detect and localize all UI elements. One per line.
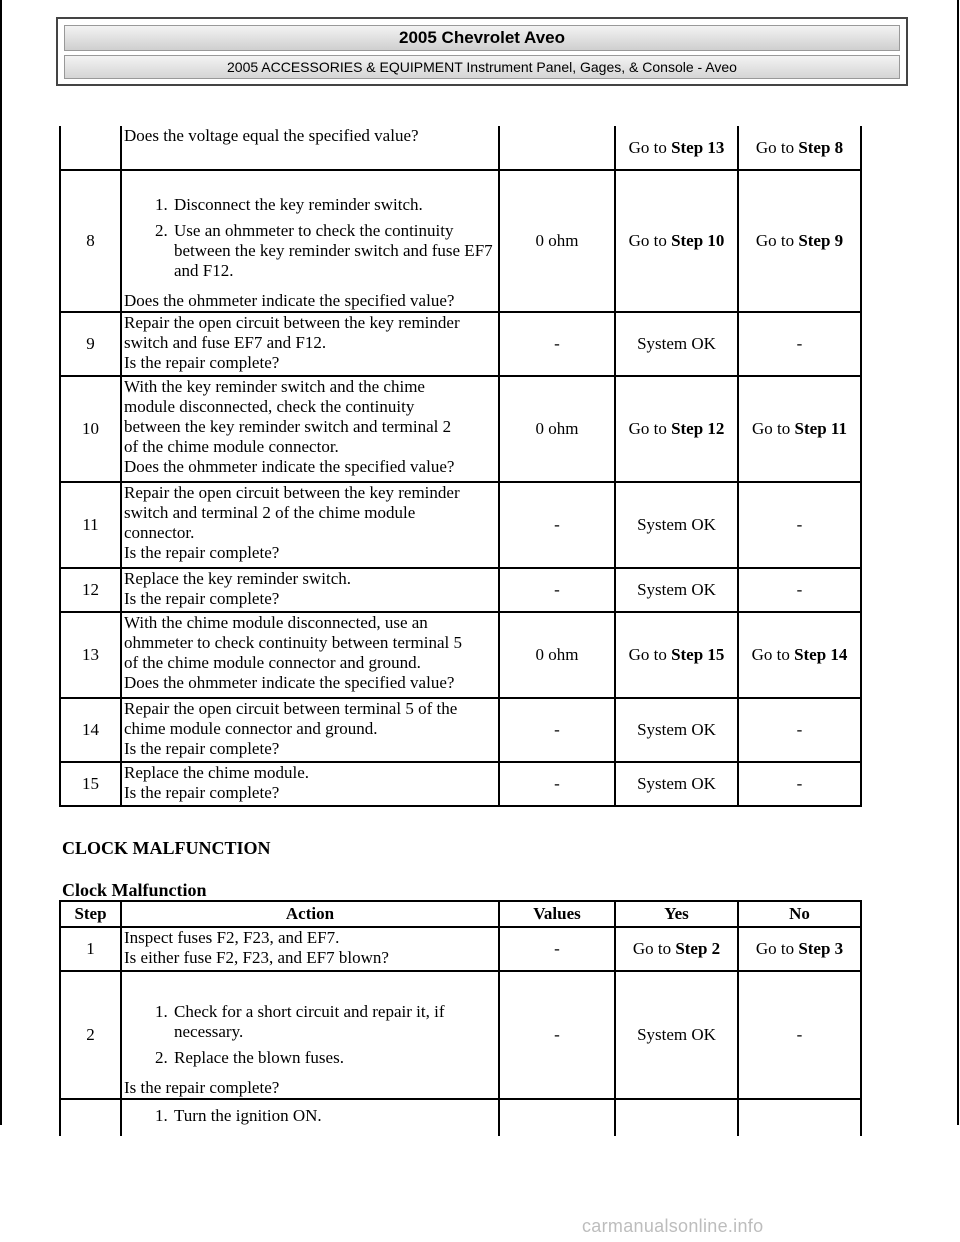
yes-cell bbox=[615, 568, 738, 612]
yes-text: System OK bbox=[637, 580, 716, 599]
action-line: Does the ohmmeter indicate the specified value? bbox=[124, 291, 455, 310]
value-cell: - bbox=[499, 568, 615, 612]
header-yes: Yes bbox=[615, 901, 738, 927]
action-line: Is either fuse F2, F23, and EF7 blown? bbox=[124, 948, 389, 967]
action-line: Replace the key reminder switch. bbox=[124, 569, 352, 588]
action-steps-list bbox=[124, 1002, 496, 1068]
no-prefix: Go to bbox=[755, 231, 799, 250]
table-row bbox=[60, 612, 861, 698]
step-number bbox=[60, 126, 121, 170]
table-row bbox=[60, 1099, 861, 1136]
header-no: No bbox=[738, 901, 861, 927]
action-step-item: 1. Disconnect the key reminder switch. bbox=[172, 195, 496, 215]
yes-prefix: Go to bbox=[628, 645, 672, 664]
action-line: module disconnected, check the continuity bbox=[124, 397, 415, 416]
step-number: 8 bbox=[60, 170, 121, 312]
yes-cell bbox=[615, 762, 738, 806]
step-number: 11 bbox=[60, 482, 121, 568]
step-number: 2 bbox=[60, 971, 121, 1099]
table-row bbox=[60, 698, 861, 762]
header-step: Step bbox=[60, 901, 121, 927]
no-cell bbox=[738, 762, 861, 806]
action-cell bbox=[121, 927, 499, 971]
action-line: With the chime module disconnected, use an bbox=[124, 613, 428, 632]
value-cell bbox=[499, 126, 615, 170]
yes-cell bbox=[615, 376, 738, 482]
step-number: 15 bbox=[60, 762, 121, 806]
yes-step-link: Step 2 bbox=[675, 939, 721, 958]
action-line: Repair the open circuit between the key reminder bbox=[124, 483, 460, 502]
yes-cell bbox=[615, 312, 738, 376]
action-line: of the chime module connector and ground. bbox=[124, 653, 421, 672]
no-cell bbox=[738, 482, 861, 568]
action-line: ohmmeter to check continuity between terminal 5 bbox=[124, 633, 462, 652]
action-line: Replace the chime module. bbox=[124, 763, 310, 782]
action-line: Is the repair complete? bbox=[124, 1078, 280, 1097]
action-line: switch and fuse EF7 and F12. bbox=[124, 333, 327, 352]
no-step-link: Step 9 bbox=[798, 231, 844, 250]
action-cell bbox=[121, 568, 499, 612]
action-line: between the key reminder switch and terminal 2 bbox=[124, 417, 452, 436]
table-row bbox=[60, 482, 861, 568]
action-line: Does the ohmmeter indicate the specified value? bbox=[124, 673, 455, 692]
yes-step-link: Step 13 bbox=[671, 137, 725, 157]
table-row bbox=[60, 762, 861, 806]
step-number: 10 bbox=[60, 376, 121, 482]
value-cell: - bbox=[499, 482, 615, 568]
watermark: carmanualsonline.info bbox=[582, 1216, 764, 1236]
action-step-item: 1. Turn the ignition ON. bbox=[172, 1106, 496, 1126]
action-line: Repair the open circuit between the key reminder bbox=[124, 313, 460, 332]
yes-text: System OK bbox=[637, 515, 716, 534]
no-text: - bbox=[796, 515, 803, 534]
header-action: Action bbox=[121, 901, 499, 927]
yes-cell bbox=[615, 927, 738, 971]
table-row bbox=[60, 126, 861, 170]
action-cell bbox=[121, 1099, 499, 1136]
action-line: With the key reminder switch and the chime bbox=[124, 377, 425, 396]
yes-prefix: Go to bbox=[632, 939, 676, 958]
yes-prefix: Go to bbox=[628, 231, 672, 250]
yes-step-link: Step 10 bbox=[671, 231, 725, 250]
value-cell bbox=[499, 1099, 615, 1136]
action-cell bbox=[121, 312, 499, 376]
action-cell bbox=[121, 612, 499, 698]
no-text: - bbox=[796, 774, 803, 793]
yes-prefix: Go to bbox=[628, 419, 672, 438]
yes-cell bbox=[615, 170, 738, 312]
action-cell bbox=[121, 482, 499, 568]
value-cell: - bbox=[499, 762, 615, 806]
diagnostic-table-body bbox=[60, 126, 861, 806]
page-right-rule bbox=[957, 0, 959, 1125]
step-number: 14 bbox=[60, 698, 121, 762]
value-cell: - bbox=[499, 698, 615, 762]
action-step-item: 2. Use an ohmmeter to check the continuity between the key reminder switch and fuse EF7 and F12. bbox=[172, 221, 496, 281]
action-line: Is the repair complete? bbox=[124, 353, 280, 372]
action-steps-list bbox=[124, 1106, 496, 1126]
table-caption: Clock Malfunction bbox=[62, 880, 207, 900]
value-cell: 0 ohm bbox=[499, 376, 615, 482]
action-line: of the chime module connector. bbox=[124, 437, 339, 456]
action-line: chime module connector and ground. bbox=[124, 719, 378, 738]
action-line: connector. bbox=[124, 523, 195, 542]
action-cell bbox=[121, 698, 499, 762]
no-cell bbox=[738, 927, 861, 971]
table-row bbox=[60, 170, 861, 312]
action-line: switch and terminal 2 of the chime module bbox=[124, 503, 416, 522]
yes-cell bbox=[615, 1099, 738, 1136]
no-step-link: Step 8 bbox=[798, 137, 844, 157]
action-line: Is the repair complete? bbox=[124, 589, 280, 608]
no-cell bbox=[738, 1099, 861, 1136]
table-row bbox=[60, 376, 861, 482]
document-title: 2005 Chevrolet Aveo bbox=[64, 25, 900, 51]
value-cell: - bbox=[499, 971, 615, 1099]
no-prefix: Go to bbox=[752, 419, 795, 438]
no-prefix: Go to bbox=[755, 137, 799, 157]
step-number: 13 bbox=[60, 612, 121, 698]
table-row bbox=[60, 971, 861, 1099]
step-number: 9 bbox=[60, 312, 121, 376]
no-step-link: Step 11 bbox=[794, 419, 847, 438]
no-text: - bbox=[796, 580, 803, 599]
yes-cell bbox=[615, 482, 738, 568]
no-cell bbox=[738, 170, 861, 312]
section-heading: CLOCK MALFUNCTION bbox=[62, 838, 271, 858]
no-prefix: Go to bbox=[755, 939, 799, 958]
action-line: Repair the open circuit between terminal 5 of the bbox=[124, 699, 458, 718]
yes-prefix: Go to bbox=[628, 137, 672, 157]
no-step-link: Step 14 bbox=[794, 645, 848, 664]
action-line: Is the repair complete? bbox=[124, 783, 280, 802]
yes-cell bbox=[615, 126, 738, 170]
yes-step-link: Step 15 bbox=[671, 645, 725, 664]
no-cell bbox=[738, 376, 861, 482]
step-number: 12 bbox=[60, 568, 121, 612]
action-line: Is the repair complete? bbox=[124, 739, 280, 758]
action-step-item: 1. Check for a short circuit and repair it, if necessary. bbox=[172, 1002, 496, 1042]
action-line: Inspect fuses F2, F23, and EF7. bbox=[124, 928, 340, 947]
no-cell bbox=[738, 971, 861, 1099]
no-cell bbox=[738, 312, 861, 376]
table-header-row bbox=[60, 901, 861, 927]
no-cell bbox=[738, 612, 861, 698]
value-cell: - bbox=[499, 312, 615, 376]
no-text: - bbox=[796, 334, 803, 353]
no-text: - bbox=[796, 1025, 803, 1044]
table-row bbox=[60, 312, 861, 376]
action-line: Does the ohmmeter indicate the specified value? bbox=[124, 457, 455, 476]
no-cell bbox=[738, 568, 861, 612]
action-steps-list bbox=[124, 195, 496, 281]
document-header bbox=[56, 17, 908, 86]
page-left-rule bbox=[0, 0, 2, 1125]
value-cell: - bbox=[499, 927, 615, 971]
table-row bbox=[60, 927, 861, 971]
value-cell: 0 ohm bbox=[499, 612, 615, 698]
action-line: Is the repair complete? bbox=[124, 543, 280, 562]
no-step-link: Step 3 bbox=[798, 939, 844, 958]
step-number bbox=[60, 1099, 121, 1136]
no-text: - bbox=[796, 720, 803, 739]
action-cell bbox=[121, 126, 499, 170]
no-cell bbox=[738, 126, 861, 170]
action-cell bbox=[121, 376, 499, 482]
yes-cell bbox=[615, 612, 738, 698]
no-prefix: Go to bbox=[751, 645, 795, 664]
action-cell bbox=[121, 971, 499, 1099]
no-cell bbox=[738, 698, 861, 762]
yes-text: System OK bbox=[637, 720, 716, 739]
action-step-item: 2. Replace the blown fuses. bbox=[172, 1048, 496, 1068]
yes-cell bbox=[615, 698, 738, 762]
clock-table-body bbox=[60, 927, 861, 1136]
yes-text: System OK bbox=[637, 774, 716, 793]
step-number: 1 bbox=[60, 927, 121, 971]
yes-step-link: Step 12 bbox=[671, 419, 725, 438]
document-subtitle: 2005 ACCESSORIES & EQUIPMENT Instrument Panel, Gages, & Console - Aveo bbox=[64, 55, 900, 79]
value-cell: 0 ohm bbox=[499, 170, 615, 312]
action-cell bbox=[121, 762, 499, 806]
table-row bbox=[60, 568, 861, 612]
clock-malfunction-table bbox=[59, 900, 862, 1136]
yes-cell bbox=[615, 971, 738, 1099]
yes-text: System OK bbox=[637, 334, 716, 353]
yes-text: System OK bbox=[637, 1025, 716, 1044]
action-line: Does the voltage equal the specified value? bbox=[124, 126, 419, 145]
diagnostic-table-continued bbox=[59, 126, 862, 807]
action-cell bbox=[121, 170, 499, 312]
header-values: Values bbox=[499, 901, 615, 927]
